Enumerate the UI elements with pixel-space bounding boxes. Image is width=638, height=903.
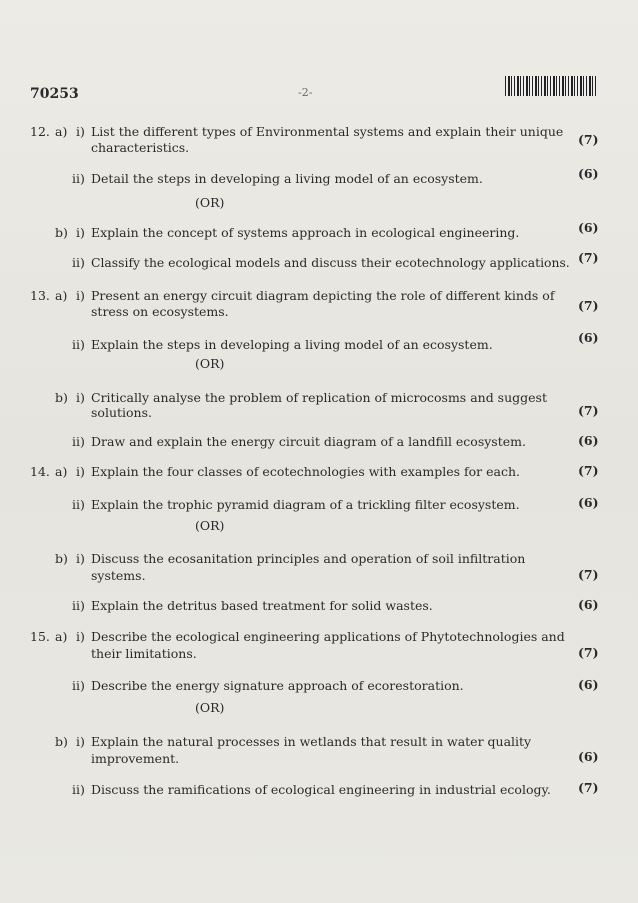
question-sub: i) xyxy=(76,464,85,479)
question-text-cont: characteristics. xyxy=(91,140,190,155)
question-sub: i) xyxy=(76,124,85,139)
question-text-cont: systems. xyxy=(91,568,146,583)
question-part: a) xyxy=(55,288,68,303)
question-sub: ii) xyxy=(72,255,85,270)
question-part: b) xyxy=(55,225,68,240)
question-part: b) xyxy=(55,734,68,749)
marks: (6) xyxy=(578,677,599,692)
question-sub: i) xyxy=(76,288,85,303)
question-number: 14. xyxy=(30,464,50,479)
question-text: Explain the four classes of ecotechnologies with examples for each. xyxy=(91,464,520,479)
question-text-cont: their limitations. xyxy=(91,646,197,661)
question-sub: ii) xyxy=(72,678,85,693)
page-number: -2- xyxy=(298,86,313,99)
question-sub: ii) xyxy=(72,337,85,352)
question-text: Critically analyse the problem of replication of microcosms and suggest xyxy=(91,390,547,405)
barcode xyxy=(505,76,597,96)
marks: (7) xyxy=(578,250,599,265)
question-sub: ii) xyxy=(72,434,85,449)
marks: (6) xyxy=(578,495,599,510)
question-number: 15. xyxy=(30,629,50,644)
or-divider: (OR) xyxy=(195,195,225,210)
question-number: 12. xyxy=(30,124,50,139)
question-sub: ii) xyxy=(72,171,85,186)
question-text-cont: solutions. xyxy=(91,405,152,420)
question-text: Explain the detritus based treatment for solid wastes. xyxy=(91,598,433,613)
question-text: List the different types of Environmental systems and explain their unique xyxy=(91,124,564,139)
question-text: Present an energy circuit diagram depicting the role of different kinds of xyxy=(91,288,555,303)
question-text: Detail the steps in developing a living model of an ecosystem. xyxy=(91,171,483,186)
question-text: Explain the concept of systems approach in ecological engineering. xyxy=(91,225,520,240)
question-text-cont: improvement. xyxy=(91,751,180,766)
marks: (7) xyxy=(578,403,599,418)
question-part: b) xyxy=(55,390,68,405)
marks: (6) xyxy=(578,597,599,612)
question-part: a) xyxy=(55,629,68,644)
or-divider: (OR) xyxy=(195,518,225,533)
marks: (7) xyxy=(578,463,599,478)
question-text: Discuss the ecosanitation principles and operation of soil infiltration xyxy=(91,551,526,566)
marks: (6) xyxy=(578,330,599,345)
question-part: a) xyxy=(55,124,68,139)
marks: (7) xyxy=(578,298,599,313)
question-text-cont: stress on ecosystems. xyxy=(91,304,229,319)
question-sub: i) xyxy=(76,734,85,749)
question-text: Classify the ecological models and discuss their ecotechnology applications. xyxy=(91,255,570,270)
marks: (7) xyxy=(578,567,599,582)
question-text: Draw and explain the energy circuit diagram of a landfill ecosystem. xyxy=(91,434,526,449)
question-part: a) xyxy=(55,464,68,479)
question-text: Explain the trophic pyramid diagram of a trickling filter ecosystem. xyxy=(91,497,520,512)
question-sub: i) xyxy=(76,629,85,644)
marks: (6) xyxy=(578,220,599,235)
question-sub: ii) xyxy=(72,598,85,613)
marks: (7) xyxy=(578,132,599,147)
question-sub: ii) xyxy=(72,497,85,512)
or-divider: (OR) xyxy=(195,356,225,371)
question-text: Discuss the ramifications of ecological engineering in industrial ecology. xyxy=(91,782,551,797)
paper-code: 70253 xyxy=(30,86,79,102)
or-divider: (OR) xyxy=(195,700,225,715)
question-part: b) xyxy=(55,551,68,566)
question-number: 13. xyxy=(30,288,50,303)
question-sub: i) xyxy=(76,551,85,566)
question-text: Explain the steps in developing a living model of an ecosystem. xyxy=(91,337,493,352)
marks: (6) xyxy=(578,166,599,181)
marks: (6) xyxy=(578,749,599,764)
question-sub: ii) xyxy=(72,782,85,797)
question-sub: i) xyxy=(76,225,85,240)
marks: (7) xyxy=(578,645,599,660)
question-text: Describe the energy signature approach of ecorestoration. xyxy=(91,678,464,693)
marks: (6) xyxy=(578,433,599,448)
question-text: Describe the ecological engineering applications of Phytotechnologies and xyxy=(91,629,565,644)
question-sub: i) xyxy=(76,390,85,405)
question-text: Explain the natural processes in wetlands that result in water quality xyxy=(91,734,532,749)
marks: (7) xyxy=(578,780,599,795)
